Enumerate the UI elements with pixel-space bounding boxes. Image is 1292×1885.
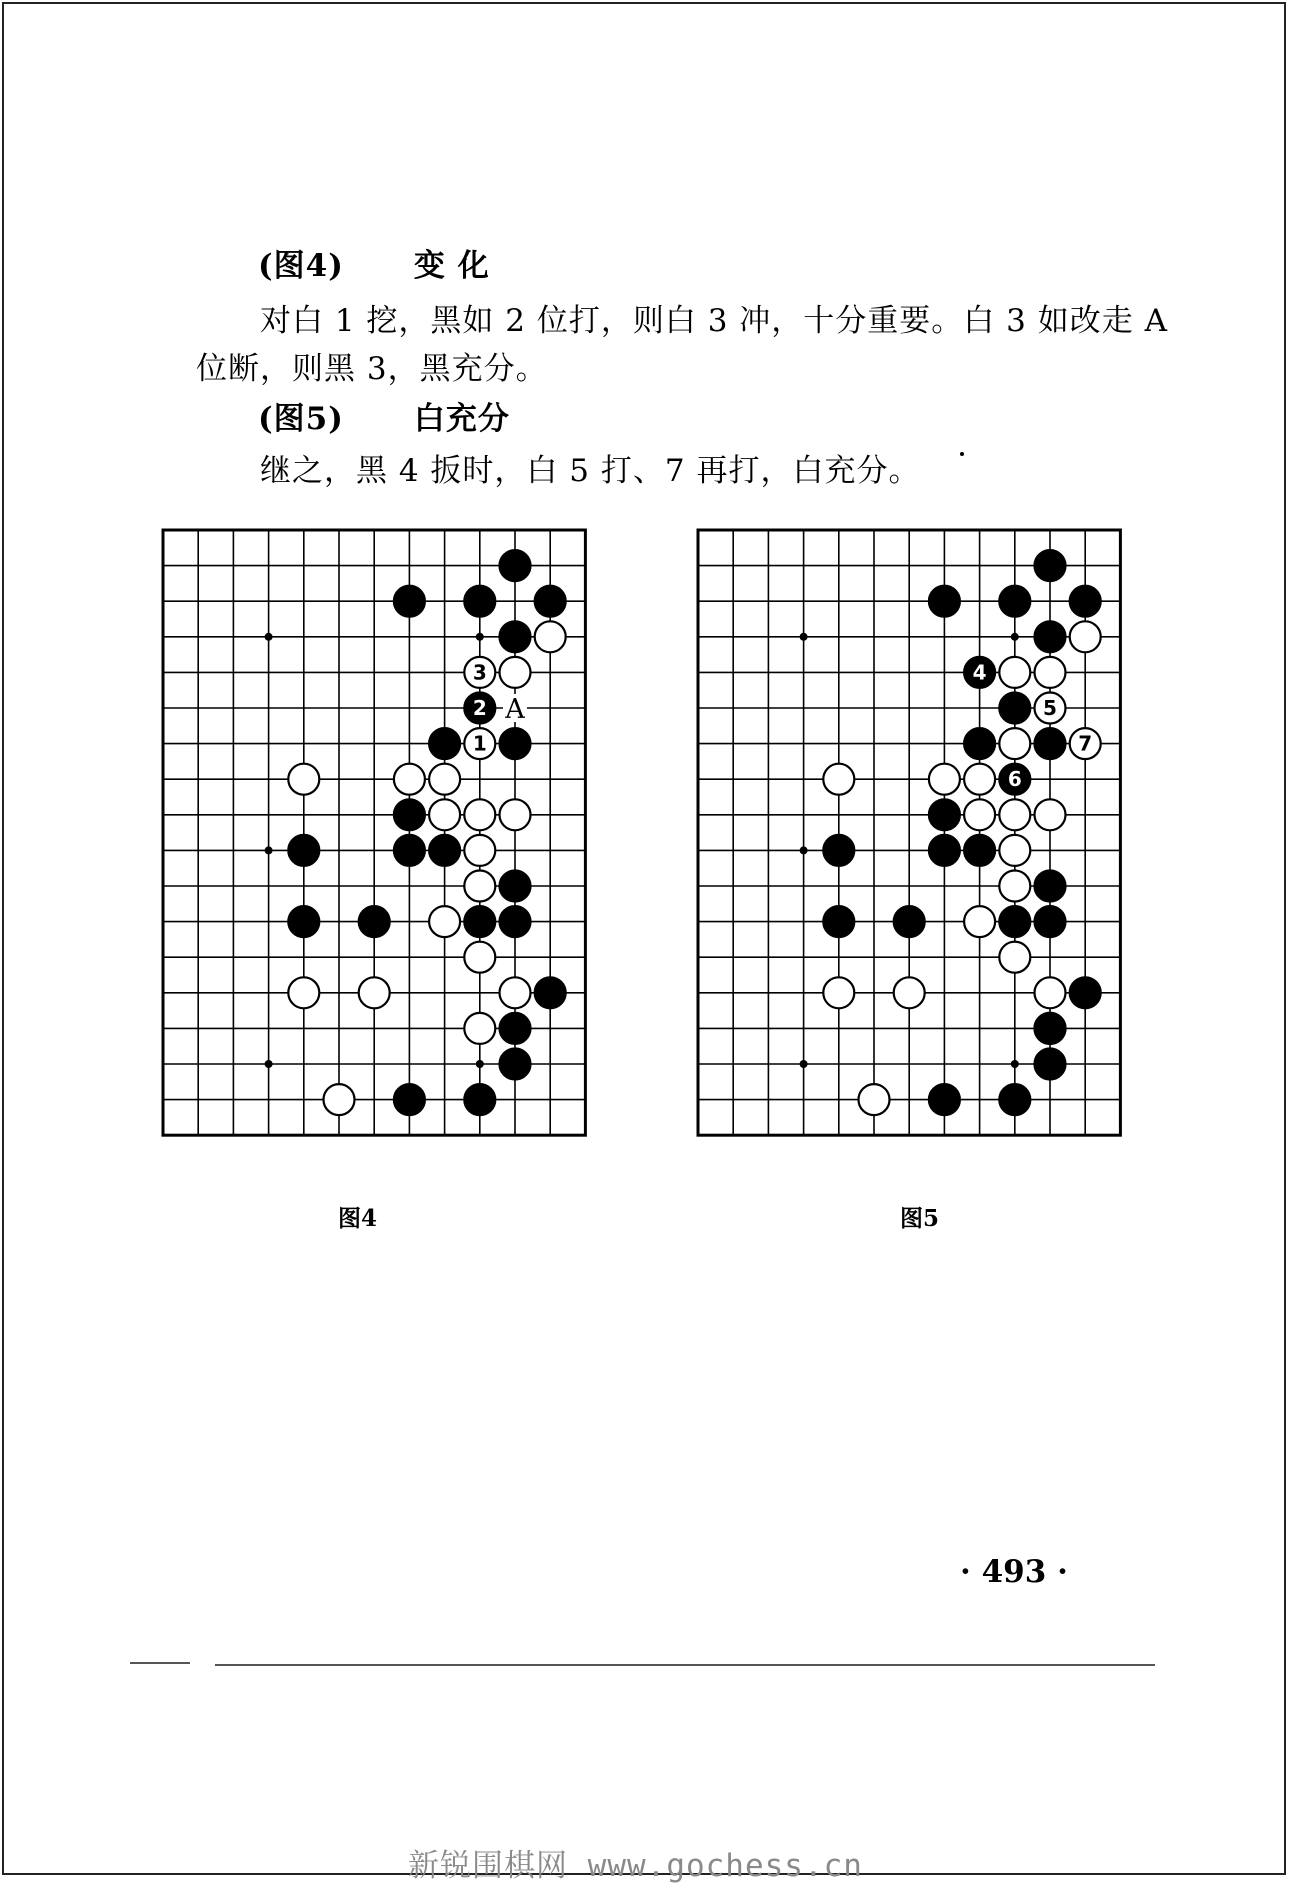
black-stone: [394, 835, 425, 866]
white-stone: [929, 764, 960, 795]
black-stone: [429, 835, 460, 866]
white-stone: [535, 621, 566, 652]
white-stone: [324, 1084, 355, 1115]
white-stone: [288, 977, 319, 1008]
white-stone: [999, 871, 1030, 902]
white-stone: [394, 764, 425, 795]
white-stone: [1035, 799, 1066, 830]
star-point: [800, 846, 808, 854]
black-stone: [1035, 906, 1066, 937]
black-stone: [1035, 621, 1066, 652]
black-stone: [500, 1049, 531, 1080]
black-stone: [429, 728, 460, 759]
black-stone: [929, 835, 960, 866]
black-stone: [999, 1084, 1030, 1115]
black-stone: [894, 906, 925, 937]
figure4-text-line2: 位断，则黑 3，黑充分。: [196, 351, 548, 387]
white-stone: [464, 1013, 495, 1044]
star-point: [800, 1060, 808, 1068]
figure5-caption: 图5: [900, 1205, 940, 1232]
black-stone: [999, 906, 1030, 937]
go-diagram-5: [695, 527, 1141, 1173]
black-stone: [500, 871, 531, 902]
white-stone: [964, 764, 995, 795]
white-stone: [999, 835, 1030, 866]
black-stone: [929, 586, 960, 617]
white-stone: [464, 871, 495, 902]
site-watermark: 新锐围棋网 www.gochess.cn: [408, 1848, 863, 1884]
black-stone: [394, 1084, 425, 1115]
white-stone: [999, 942, 1030, 973]
white-stone: [500, 657, 531, 688]
star-point: [476, 1060, 484, 1068]
black-stone: [394, 586, 425, 617]
figure4-heading-title: 变 化: [413, 248, 490, 284]
go-diagram-4: [160, 527, 606, 1173]
white-stone: [823, 764, 854, 795]
stone-number-label: 2: [472, 696, 487, 720]
white-stone: [429, 764, 460, 795]
star-point: [476, 633, 484, 641]
stone-number-label: 3: [472, 660, 487, 685]
black-stone: [1035, 550, 1066, 581]
white-stone: [999, 728, 1030, 759]
white-stone: [964, 906, 995, 937]
black-stone: [929, 1084, 960, 1115]
figure4-caption: 图4: [338, 1205, 378, 1232]
footer-rule: [215, 1664, 1155, 1666]
stone-number-label: 1: [472, 731, 487, 756]
scan-speck: [960, 452, 964, 456]
figure5-heading-label: (图5): [258, 401, 344, 437]
black-stone: [464, 586, 495, 617]
white-stone: [288, 764, 319, 795]
star-point: [1011, 633, 1019, 641]
figure5-heading: [258, 393, 510, 438]
black-stone: [1035, 1013, 1066, 1044]
black-stone: [1035, 1049, 1066, 1080]
black-stone: [999, 693, 1030, 724]
white-stone: [1070, 621, 1101, 652]
stone-number-label: 6: [1007, 767, 1022, 792]
footer-rule: [130, 1662, 190, 1664]
page-number: · 493 ·: [960, 1554, 1068, 1590]
white-stone: [894, 977, 925, 1008]
white-stone: [823, 977, 854, 1008]
white-stone: [1035, 657, 1066, 688]
figure5-heading-title: 白充分: [413, 401, 510, 437]
black-stone: [500, 1013, 531, 1044]
black-stone: [394, 799, 425, 830]
black-stone: [1035, 871, 1066, 902]
figure5-text-line1: 继之，黑 4 扳时，白 5 打、7 再打，白充分。: [260, 453, 921, 489]
star-point: [800, 633, 808, 641]
black-stone: [999, 586, 1030, 617]
stone-number-label: 7: [1078, 731, 1093, 756]
black-stone: [500, 621, 531, 652]
white-stone: [500, 977, 531, 1008]
black-stone: [464, 906, 495, 937]
figure4-text-line1: 对白 1 挖，黑如 2 位打，则白 3 冲，十分重要。白 3 如改走 A: [260, 303, 1168, 339]
stone-number-label: 4: [972, 660, 987, 685]
white-stone: [1035, 977, 1066, 1008]
black-stone: [500, 728, 531, 759]
white-stone: [464, 799, 495, 830]
white-stone: [464, 942, 495, 973]
white-stone: [429, 799, 460, 830]
white-stone: [500, 799, 531, 830]
black-stone: [288, 835, 319, 866]
black-stone: [964, 728, 995, 759]
black-stone: [535, 586, 566, 617]
star-point: [265, 846, 273, 854]
black-stone: [359, 906, 390, 937]
white-stone: [464, 835, 495, 866]
white-stone: [999, 657, 1030, 688]
black-stone: [1035, 728, 1066, 759]
star-point: [265, 1060, 273, 1068]
black-stone: [464, 1084, 495, 1115]
black-stone: [823, 835, 854, 866]
white-stone: [999, 799, 1030, 830]
white-stone: [429, 906, 460, 937]
white-stone: [859, 1084, 890, 1115]
figure4-heading: [258, 240, 490, 285]
white-stone: [359, 977, 390, 1008]
black-stone: [1070, 977, 1101, 1008]
black-stone: [535, 977, 566, 1008]
stone-number-label: 5: [1043, 696, 1057, 720]
black-stone: [823, 906, 854, 937]
black-stone: [964, 835, 995, 866]
black-stone: [929, 799, 960, 830]
star-point: [265, 633, 273, 641]
star-point: [1011, 1060, 1019, 1068]
black-stone: [288, 906, 319, 937]
black-stone: [1070, 586, 1101, 617]
point-letter-mark: A: [505, 694, 525, 725]
black-stone: [500, 550, 531, 581]
white-stone: [964, 799, 995, 830]
black-stone: [500, 906, 531, 937]
figure4-heading-label: (图4): [258, 248, 344, 284]
